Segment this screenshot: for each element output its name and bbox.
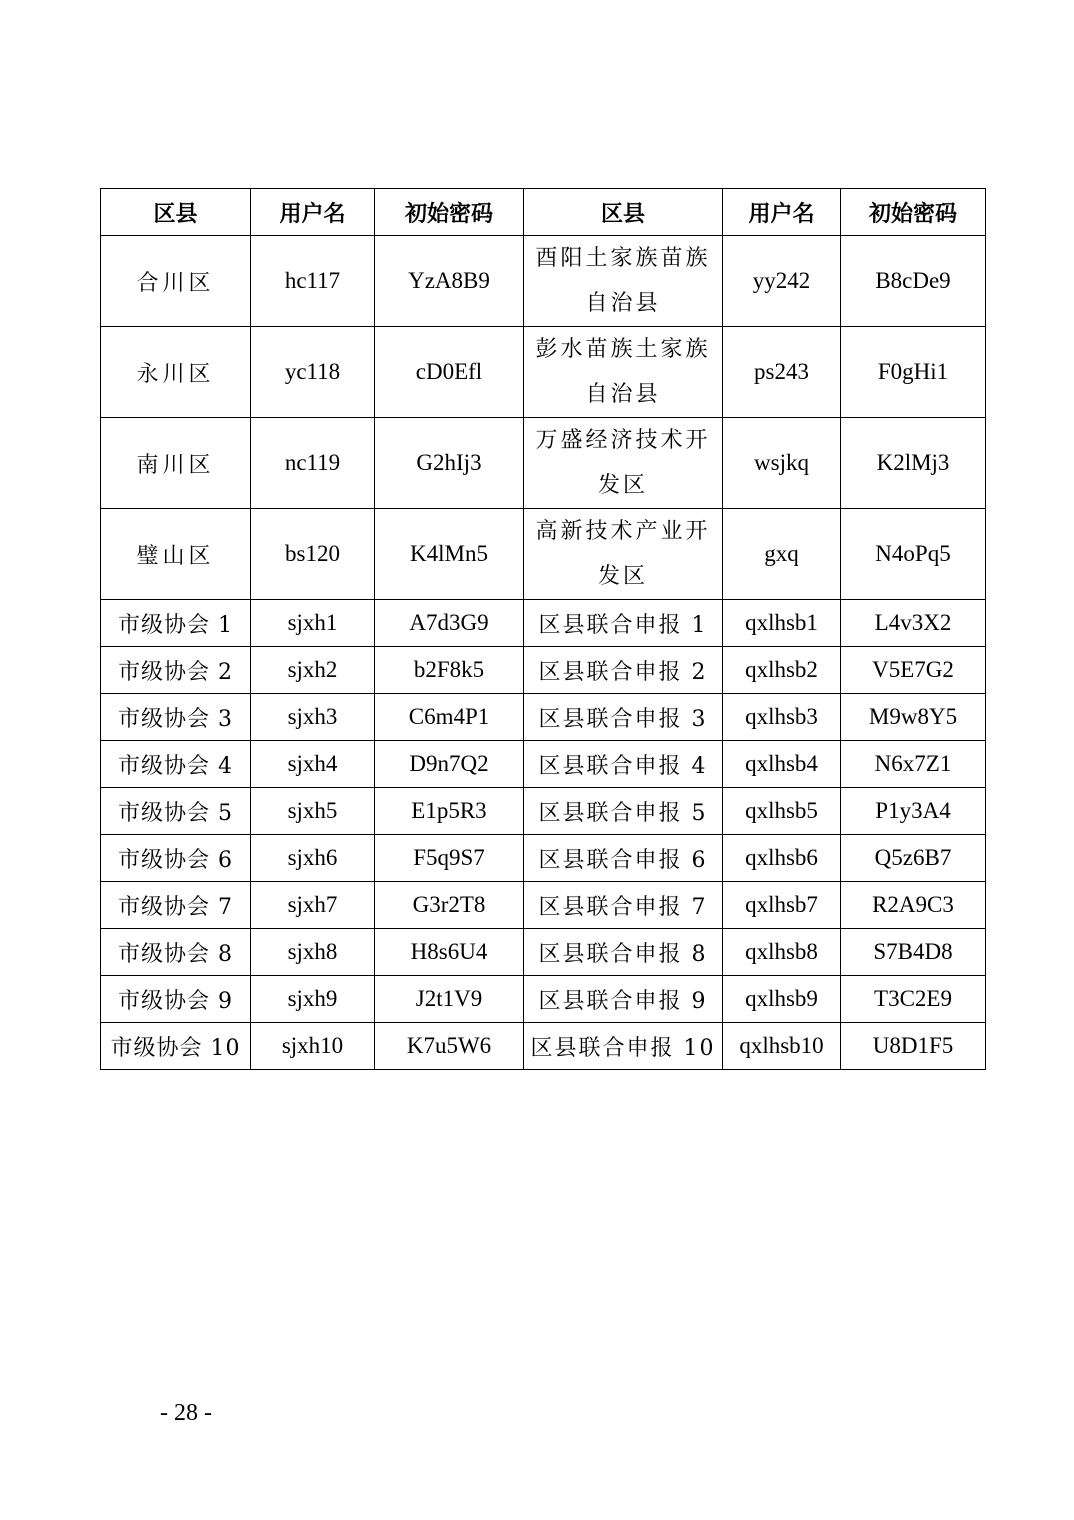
header-username-right: 用户名 xyxy=(723,189,841,236)
association-left: 市级协会 10 xyxy=(101,1023,251,1070)
username-right: gxq xyxy=(723,509,841,600)
header-row xyxy=(101,189,986,236)
table-row xyxy=(101,788,986,835)
username-left: sjxh2 xyxy=(251,647,375,694)
username-right: ps243 xyxy=(723,327,841,418)
password-left: G2hIj3 xyxy=(375,418,524,509)
password-right: V5E7G2 xyxy=(841,647,986,694)
association-left: 市级协会 4 xyxy=(101,741,251,788)
district-left: 南川区 xyxy=(101,418,251,509)
table-row xyxy=(101,600,986,647)
username-right: qxlhsb6 xyxy=(723,835,841,882)
password-right: T3C2E9 xyxy=(841,976,986,1023)
password-left: D9n7Q2 xyxy=(375,741,524,788)
header-district-right: 区县 xyxy=(524,189,723,236)
password-right: S7B4D8 xyxy=(841,929,986,976)
joint-report-right: 区县联合申报 7 xyxy=(524,882,723,929)
joint-report-right: 区县联合申报 1 xyxy=(524,600,723,647)
password-right: B8cDe9 xyxy=(841,236,986,327)
header-district-left: 区县 xyxy=(101,189,251,236)
password-left: K4lMn5 xyxy=(375,509,524,600)
username-left: hc117 xyxy=(251,236,375,327)
joint-report-right: 区县联合申报 8 xyxy=(524,929,723,976)
username-left: bs120 xyxy=(251,509,375,600)
password-left: YzA8B9 xyxy=(375,236,524,327)
table-row xyxy=(101,1023,986,1070)
password-left: H8s6U4 xyxy=(375,929,524,976)
district-left: 合川区 xyxy=(101,236,251,327)
district-left: 璧山区 xyxy=(101,509,251,600)
username-left: sjxh5 xyxy=(251,788,375,835)
table-row xyxy=(101,418,986,509)
username-right: wsjkq xyxy=(723,418,841,509)
password-left: A7d3G9 xyxy=(375,600,524,647)
association-left: 市级协会 2 xyxy=(101,647,251,694)
joint-report-right: 区县联合申报 3 xyxy=(524,694,723,741)
password-right: N6x7Z1 xyxy=(841,741,986,788)
password-right: L4v3X2 xyxy=(841,600,986,647)
password-right: F0gHi1 xyxy=(841,327,986,418)
district-right: 万盛经济技术开发区 xyxy=(524,418,723,509)
association-left: 市级协会 8 xyxy=(101,929,251,976)
header-password-left: 初始密码 xyxy=(375,189,524,236)
table-row xyxy=(101,236,986,327)
joint-report-right: 区县联合申报 5 xyxy=(524,788,723,835)
table-row xyxy=(101,647,986,694)
username-left: sjxh8 xyxy=(251,929,375,976)
joint-report-right: 区县联合申报 4 xyxy=(524,741,723,788)
username-right: qxlhsb9 xyxy=(723,976,841,1023)
username-right: qxlhsb4 xyxy=(723,741,841,788)
password-left: G3r2T8 xyxy=(375,882,524,929)
association-left: 市级协会 1 xyxy=(101,600,251,647)
username-left: sjxh10 xyxy=(251,1023,375,1070)
table-row xyxy=(101,929,986,976)
username-right: qxlhsb5 xyxy=(723,788,841,835)
username-right: yy242 xyxy=(723,236,841,327)
table-row xyxy=(101,741,986,788)
password-left: F5q9S7 xyxy=(375,835,524,882)
table-row xyxy=(101,882,986,929)
table-header xyxy=(101,189,986,236)
district-right: 彭水苗族土家族自治县 xyxy=(524,327,723,418)
username-left: sjxh4 xyxy=(251,741,375,788)
district-left: 永川区 xyxy=(101,327,251,418)
header-password-right: 初始密码 xyxy=(841,189,986,236)
password-left: b2F8k5 xyxy=(375,647,524,694)
username-left: nc119 xyxy=(251,418,375,509)
username-left: sjxh3 xyxy=(251,694,375,741)
username-left: sjxh7 xyxy=(251,882,375,929)
password-right: U8D1F5 xyxy=(841,1023,986,1070)
joint-report-right: 区县联合申报 2 xyxy=(524,647,723,694)
username-left: sjxh6 xyxy=(251,835,375,882)
association-left: 市级协会 7 xyxy=(101,882,251,929)
password-right: N4oPq5 xyxy=(841,509,986,600)
password-left: C6m4P1 xyxy=(375,694,524,741)
page-number: - 28 - xyxy=(160,1400,212,1426)
association-left: 市级协会 5 xyxy=(101,788,251,835)
password-left: K7u5W6 xyxy=(375,1023,524,1070)
password-left: J2t1V9 xyxy=(375,976,524,1023)
association-left: 市级协会 9 xyxy=(101,976,251,1023)
username-left: sjxh9 xyxy=(251,976,375,1023)
password-left: E1p5R3 xyxy=(375,788,524,835)
username-left: sjxh1 xyxy=(251,600,375,647)
header-username-left: 用户名 xyxy=(251,189,375,236)
table-row xyxy=(101,976,986,1023)
account-table xyxy=(100,188,986,1070)
username-right: qxlhsb8 xyxy=(723,929,841,976)
association-left: 市级协会 6 xyxy=(101,835,251,882)
password-right: R2A9C3 xyxy=(841,882,986,929)
username-right: qxlhsb3 xyxy=(723,694,841,741)
joint-report-right: 区县联合申报 6 xyxy=(524,835,723,882)
association-left: 市级协会 3 xyxy=(101,694,251,741)
table-body xyxy=(101,236,986,1070)
table-row xyxy=(101,835,986,882)
table-row xyxy=(101,694,986,741)
username-left: yc118 xyxy=(251,327,375,418)
password-right: K2lMj3 xyxy=(841,418,986,509)
username-right: qxlhsb10 xyxy=(723,1023,841,1070)
district-right: 酉阳土家族苗族自治县 xyxy=(524,236,723,327)
joint-report-right: 区县联合申报 9 xyxy=(524,976,723,1023)
joint-report-right: 区县联合申报 10 xyxy=(524,1023,723,1070)
password-right: Q5z6B7 xyxy=(841,835,986,882)
password-right: M9w8Y5 xyxy=(841,694,986,741)
username-right: qxlhsb2 xyxy=(723,647,841,694)
username-right: qxlhsb1 xyxy=(723,600,841,647)
district-right: 高新技术产业开发区 xyxy=(524,509,723,600)
table-row xyxy=(101,509,986,600)
password-right: P1y3A4 xyxy=(841,788,986,835)
username-right: qxlhsb7 xyxy=(723,882,841,929)
password-left: cD0Efl xyxy=(375,327,524,418)
table-row xyxy=(101,327,986,418)
